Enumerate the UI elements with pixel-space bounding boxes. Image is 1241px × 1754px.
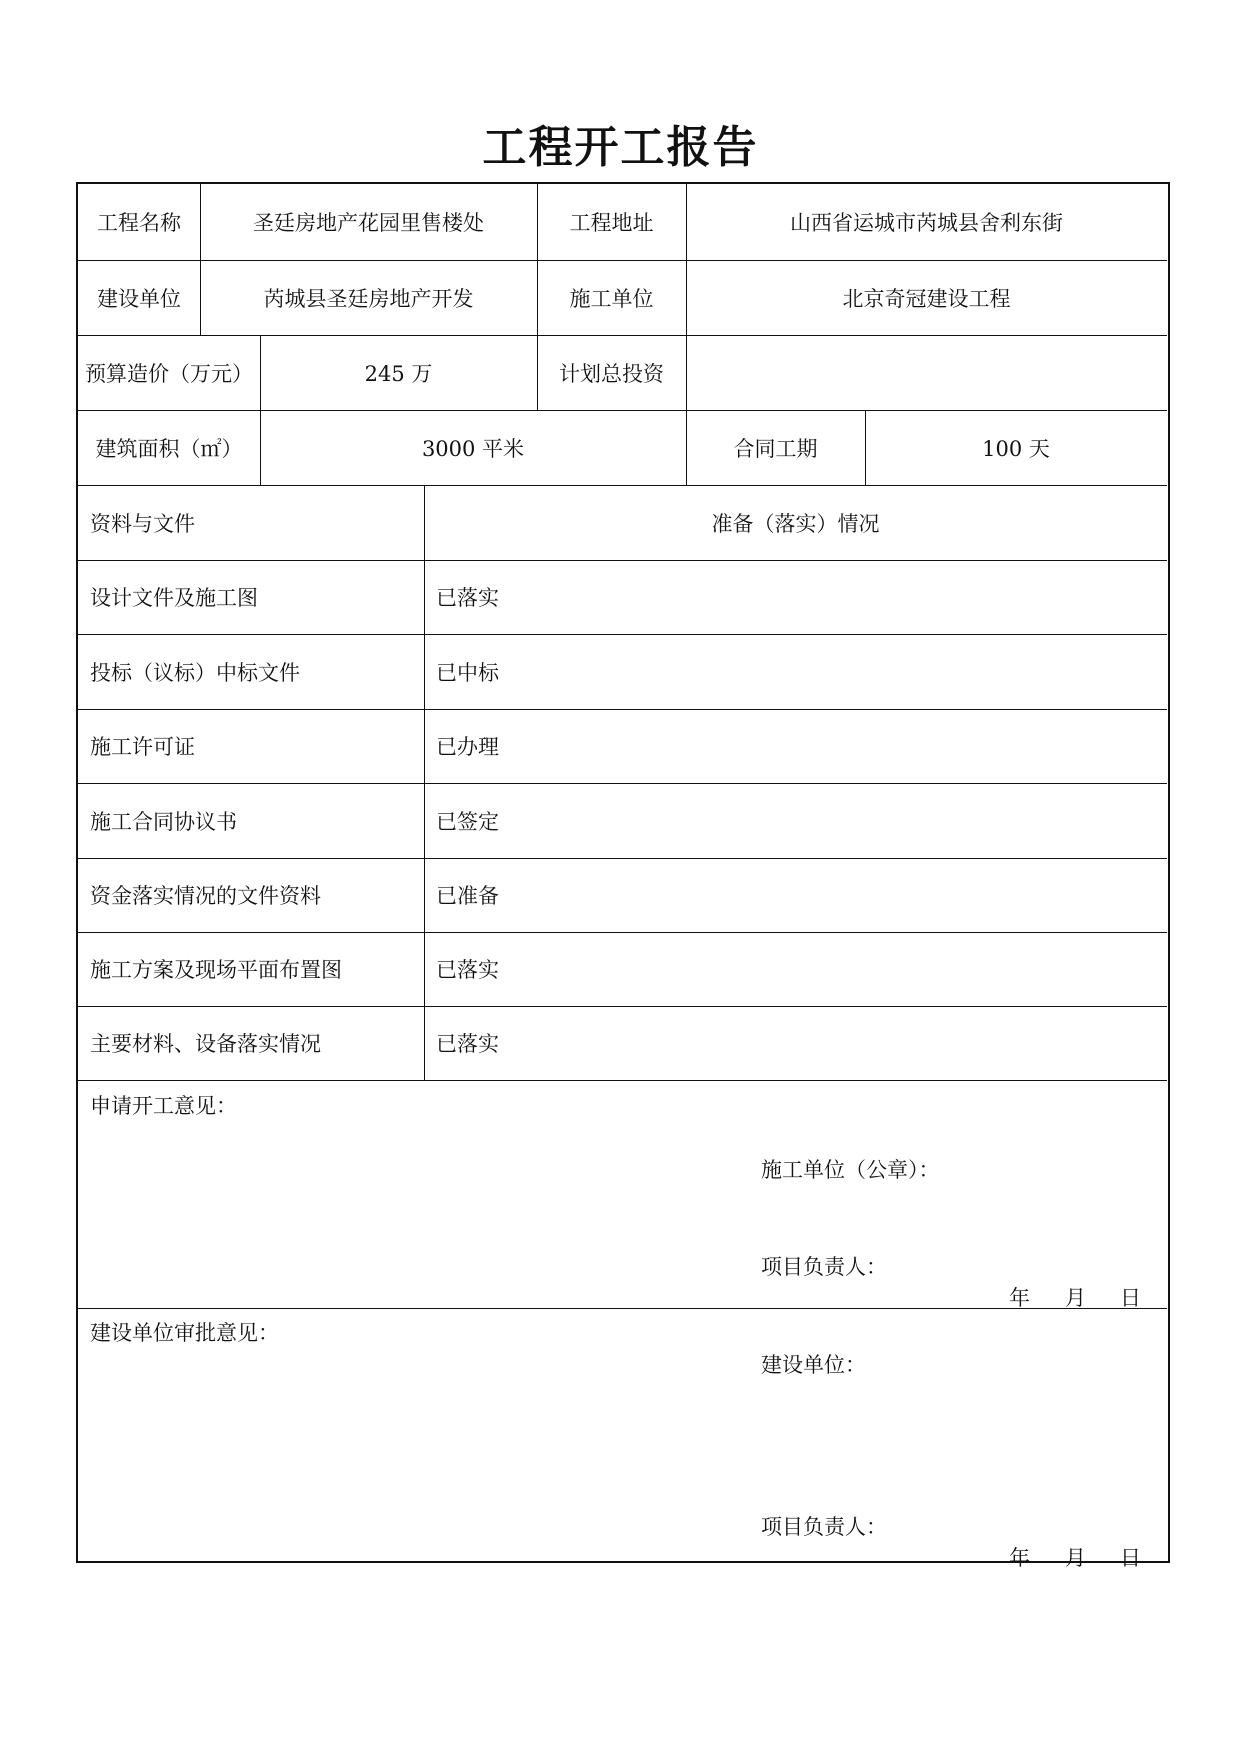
document-name: 施工合同协议书 <box>90 809 237 834</box>
document-status: 已签定 <box>436 809 499 834</box>
documents-header-left: 资料与文件 <box>90 511 195 536</box>
document-name: 施工方案及现场平面布置图 <box>90 958 342 982</box>
row-divider <box>78 1080 1167 1081</box>
document-name: 设计文件及施工图 <box>90 586 258 610</box>
document-status: 已落实 <box>436 958 499 982</box>
document-name: 投标（议标）中标文件 <box>90 660 300 685</box>
owner-value: 芮城县圣廷房地产开发 <box>263 286 474 311</box>
contractor-seal-label: 施工单位（公章）： <box>761 1158 940 1182</box>
report-form <box>76 182 1170 1570</box>
duration-label: 合同工期 <box>733 436 818 461</box>
project-address-value: 山西省运城市芮城县舍利东街 <box>790 211 1063 235</box>
application-month-label: 月 <box>1065 1286 1086 1310</box>
document-status: 已落实 <box>436 1032 499 1056</box>
contractor-value: 北京奇冠建设工程 <box>842 286 1011 311</box>
planned-investment-value <box>686 335 1167 410</box>
project-address-label: 工程地址 <box>569 211 654 235</box>
document-status: 已中标 <box>436 660 499 685</box>
approval-month-label: 月 <box>1065 1546 1086 1570</box>
area-value: 3000 平米 <box>421 436 525 461</box>
project-name-label: 工程名称 <box>97 211 181 235</box>
document-name: 主要材料、设备落实情况 <box>90 1032 321 1056</box>
budget-value: 245 万 <box>364 361 433 386</box>
project-name-value: 圣廷房地产花园里售楼处 <box>253 211 484 235</box>
document-status: 已准备 <box>436 884 499 908</box>
documents-header-right: 准备（落实）情况 <box>711 511 880 536</box>
approval-opinion-label: 建设单位审批意见： <box>90 1321 279 1345</box>
application-day-label: 日 <box>1120 1286 1141 1310</box>
approval-day-label: 日 <box>1120 1546 1141 1570</box>
approval-year-label: 年 <box>1009 1546 1030 1570</box>
document-name: 施工许可证 <box>90 735 195 759</box>
row-divider <box>78 1308 1167 1309</box>
document-status: 已办理 <box>436 735 499 759</box>
document-title: 工程开工报告 <box>482 122 759 173</box>
application-year-label: 年 <box>1009 1286 1030 1310</box>
contractor-label: 施工单位 <box>569 286 654 311</box>
area-label: 建筑面积（㎡） <box>95 436 243 461</box>
planned-investment-label: 计划总投资 <box>559 361 664 386</box>
application-manager-label: 项目负责人： <box>761 1255 887 1279</box>
approval-manager-label: 项目负责人： <box>761 1515 887 1539</box>
application-opinion-label: 申请开工意见： <box>90 1094 237 1118</box>
owner-label: 建设单位 <box>97 286 181 311</box>
document-name: 资金落实情况的文件资料 <box>90 884 321 908</box>
owner-unit-label: 建设单位： <box>761 1353 866 1377</box>
budget-label: 预算造价（万元） <box>85 361 253 386</box>
document-status: 已落实 <box>436 586 499 610</box>
duration-value: 100 天 <box>982 436 1050 461</box>
